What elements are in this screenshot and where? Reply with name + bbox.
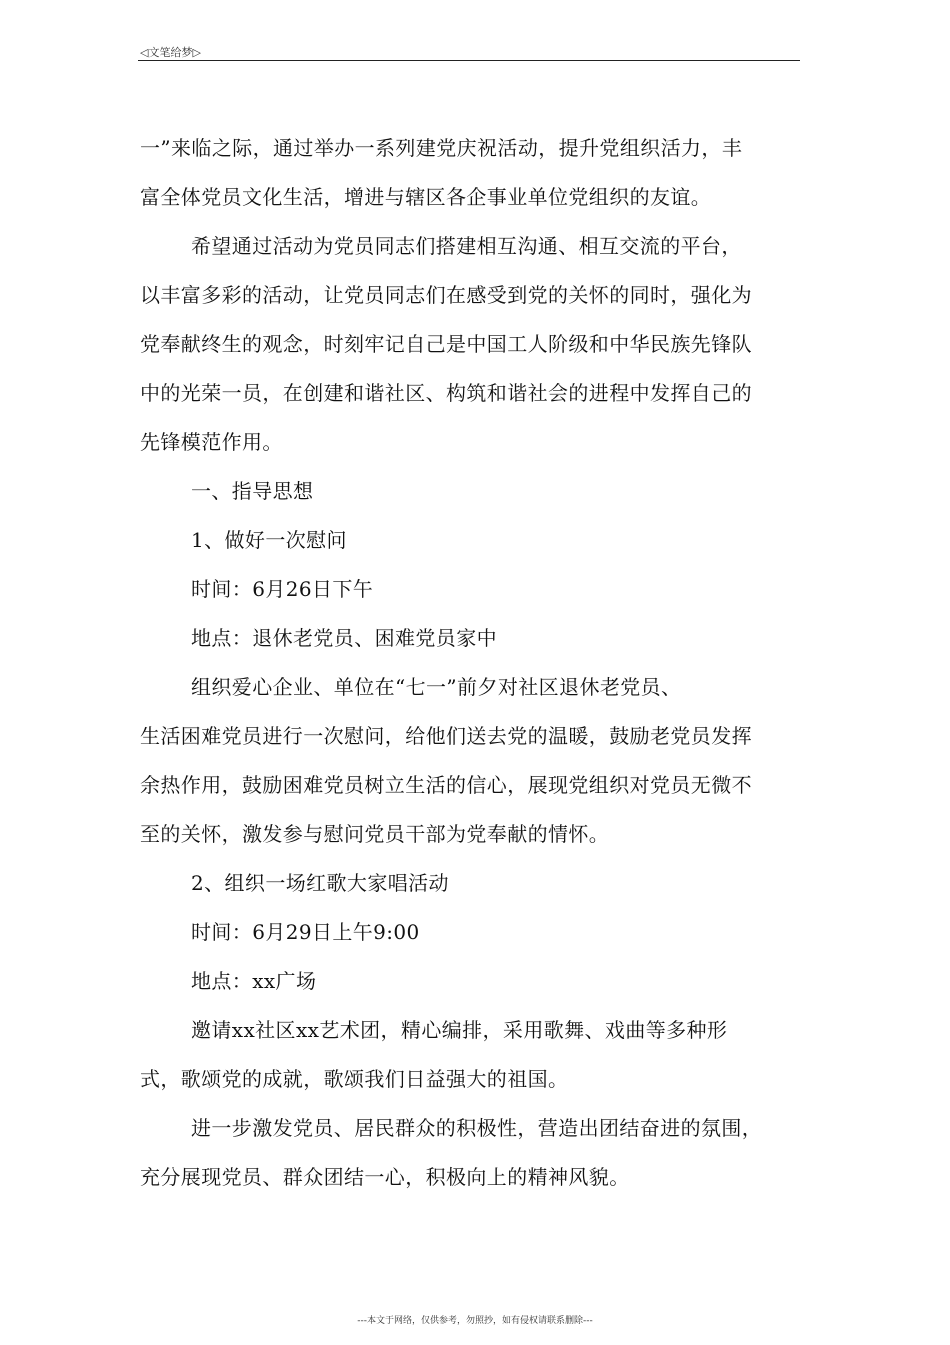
text-line: 至的关怀，激发参与慰问党员干部为党奉献的情怀。 <box>140 822 610 846</box>
text-line: 一”来临之际，通过举办一系列建党庆祝活动，提升党组织活力，丰 <box>140 136 743 160</box>
text-line: 富全体党员文化生活，增进与辖区各企事业单位党组织的友谊。 <box>140 185 712 209</box>
paragraph <box>140 222 802 467</box>
text-line: 一、指导思想 <box>191 479 314 503</box>
text-line: 先锋模范作用。 <box>140 430 283 454</box>
event-time <box>140 908 802 957</box>
header-rule <box>138 60 800 61</box>
text-line: 充分展现党员、群众团结一心，积极向上的精神风貌。 <box>140 1165 630 1189</box>
subsection-heading <box>140 516 802 565</box>
paragraph <box>140 663 802 859</box>
text-line: 地点：退休老党员、困难党员家中 <box>191 626 497 650</box>
section-heading <box>140 467 802 516</box>
text-line: 进一步激发党员、居民群众的积极性，营造出团结奋进的氛围， <box>191 1116 763 1140</box>
text-line: 式，歌颂党的成就，歌颂我们日益强大的祖国。 <box>140 1067 569 1091</box>
text-line: 组织爱心企业、单位在“七一”前夕对社区退休老党员、 <box>191 675 682 699</box>
page-header: ◁文笔给梦▷ <box>140 46 201 59</box>
text-line: 2、组织一场红歌大家唱活动 <box>191 871 449 895</box>
text-line: 中的光荣一员，在创建和谐社区、构筑和谐社会的进程中发挥自己的 <box>140 381 752 405</box>
text-line: 时间：6月29日上午9:00 <box>191 920 420 944</box>
paragraph <box>140 1104 802 1202</box>
page-footer: ---本文于网络，仅供参考，勿照抄，如有侵权请联系删除--- <box>357 1316 593 1326</box>
text-line: 生活困难党员进行一次慰问，给他们送去党的温暖，鼓励老党员发挥 <box>140 724 752 748</box>
text-line: 邀请xx社区xx艺术团，精心编排，采用歌舞、戏曲等多种形 <box>191 1018 728 1042</box>
subsection-heading <box>140 859 802 908</box>
text-line: 时间：6月26日下午 <box>191 577 374 601</box>
event-location <box>140 614 802 663</box>
event-time <box>140 565 802 614</box>
event-location <box>140 957 802 1006</box>
paragraph <box>140 124 802 222</box>
text-line: 余热作用，鼓励困难党员树立生活的信心，展现党组织对党员无微不 <box>140 773 752 797</box>
paragraph <box>140 1006 802 1104</box>
text-line: 党奉献终生的观念，时刻牢记自己是中国工人阶级和中华民族先锋队 <box>140 332 752 356</box>
text-line: 希望通过活动为党员同志们搭建相互沟通、相互交流的平台， <box>191 234 742 258</box>
text-line: 以丰富多彩的活动，让党员同志们在感受到党的关怀的同时，强化为 <box>140 283 752 307</box>
text-line: 地点：xx广场 <box>191 969 317 993</box>
document-body <box>140 124 802 1202</box>
text-line: 1、做好一次慰问 <box>191 528 347 552</box>
